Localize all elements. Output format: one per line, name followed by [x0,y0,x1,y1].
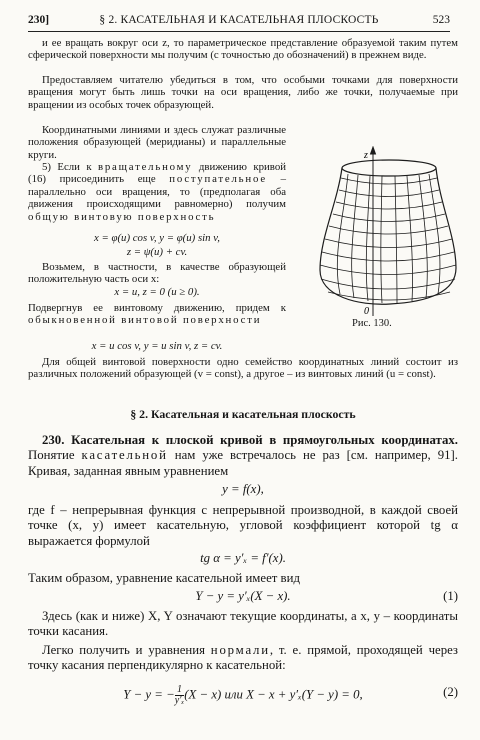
parallel-circles [320,178,456,300]
paragraph-tangent-equation: Таким образом, уравнение касательной имеет вид [28,571,300,585]
running-header [28,14,450,30]
spaced-term-rotational: вращательному [97,161,193,173]
text-run: , т. е. прямой, проходящей через точку касания перпендикулярно к касательной: [28,643,458,673]
fraction-numerator: 1 [175,685,184,696]
paragraph-helicoid-general [28,161,286,223]
text-run: движению кривой (16) присоединить еще [28,161,286,186]
equation-number-1: (1) [443,589,458,603]
spaced-term-translational: поступательное [169,173,267,186]
equation-normal-left: Y − y = − [123,687,175,702]
equation-normal [28,685,458,706]
paragraph-normal [28,643,458,674]
paragraph-singular-points: Предоставляем читателю убедиться в том, что особыми точками для поверхности вращения могут быть лишь точки на оси вращения, либо же точки, получаемые при вращении из особых точек образующей. [28,74,458,111]
paragraph-sphere-note: и ее вращать вокруг оси z, то параметрическое представление образуемой таким путем сферической поверхности мы получим (с точностью до обозначений) в прежнем виде. [28,37,458,62]
equation-tangent-row [28,589,458,605]
text-run: 5) Если к [42,161,98,173]
spaced-term-tangent: касательной [81,448,168,463]
paragraph-coordinate-lines: Координатными линиями и здесь служат различные положения образующей (меридианы) и параллельные круги. [28,124,286,161]
figure-130-surface [318,146,468,321]
figure-caption: Рис. 130. [352,318,392,329]
page-number: 523 [432,14,450,26]
origin-label: 0 [364,306,369,317]
paragraph-x-axis: Возьмем, в частности, в качестве образующей положительную часть оси x: [28,261,286,286]
equation-normal-right: (X − x) или X − x + y′ₓ(Y − y) = 0, [184,687,363,702]
fraction-denominator: y′ₓ [174,695,185,706]
spaced-term-general-helicoid: общую винтовую поверхность [28,210,216,223]
equation-normal-row [28,681,458,709]
top-circle [342,160,436,176]
spaced-term-ordinary-helicoid: обыкновенной винтовой поверхности [28,314,262,327]
header-title: § 2. КАСАТЕЛЬНАЯ И КАСАТЕЛЬНАЯ ПЛОСКОСТЬ [99,14,379,26]
equation-helicoid-xy: x = φ(u) cos v, y = φ(u) sin v, [94,232,220,244]
equation-explicit-curve: y = f(x), [222,482,264,496]
text-run: Подвергнув ее винтовому движению, придем к [28,302,286,314]
header-section-number: 230] [28,14,50,26]
section-title: § 2. Касательная и касательная плоскость [130,407,356,421]
equation-generatrix: x = u, z = 0 (u ≥ 0). [114,286,200,298]
axis-label-z: z [364,150,368,161]
paragraph-helicoid-lines: Для общей винтовой поверхности одно семейство координатных линий состоит из различных положений образующей (v = const), а другое – из винтовых линий (u = const). [28,356,458,381]
equation-ordinary-helicoid: x = u cos v, y = u sin v, z = cv. [91,340,223,352]
text-run: – параллельно оси вращения, то (предполагая оба движения происходящими равномерно) получим [28,173,286,211]
subsection-title: 230. Касательная к плоской кривой в прямоугольных координатах. [42,433,458,447]
equation-number-2: (2) [443,685,458,699]
paragraph-230-intro [28,433,458,479]
text-run: Легко получить и уравнения [42,643,211,657]
equation-helicoid-z: z = ψ(u) + cv. [126,246,188,258]
paragraph-current-coordinates: Здесь (как и ниже) X, Y означают текущие координаты, а x, y – координаты точки касания. [28,609,458,639]
z-axis-arrow [371,147,376,154]
equation-slope: tg α = y′ₓ = f′(x). [200,551,286,565]
equation-tangent: Y − y = y′ₓ(X − x). [195,589,291,603]
paragraph-tangent-slope: где f – непрерывная функция с непрерывной производной, в каждой своей точке (x, y) имеет касательную, угловой коэффициент которой tg α выражается формулой [28,503,458,548]
fraction [175,685,184,706]
header-rule [28,31,450,32]
spaced-term-normal: нормали [210,643,270,657]
text-run: нам уже встречалось не раз [см. например, 91]. Кривая, заданная явным уравнением [28,448,458,478]
text-run: Понятие [28,448,82,463]
paragraph-ordinary-helicoid [28,302,286,327]
